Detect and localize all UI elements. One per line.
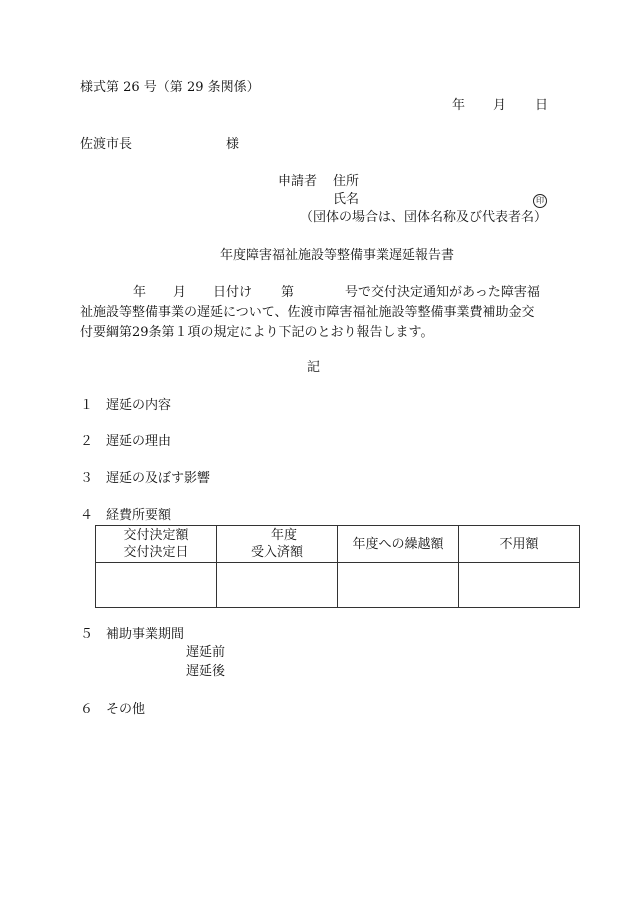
seal-mark: 印 [533,194,547,208]
item-1-number: １ [80,398,94,413]
cell-carryover [338,563,459,608]
applicant-note: （団体の場合は、団体名称及び代表者名） [300,210,548,225]
body-number-prefix: 第 [281,285,295,300]
header-unused: 不用額 [459,526,580,563]
body-line-3: 付要綱第29条第１項の規定により下記のとおり報告します。 [80,325,434,340]
addressee-name: 佐渡市長 [80,137,133,152]
cost-table-entry-row [96,563,580,608]
address-label: 住所 [333,174,360,189]
header-received-amount: 受入済額 [250,545,303,560]
document-title: 年度障害福祉施設等整備事業遅延報告書 [220,248,455,263]
form-number: 様式第 26 号（第 29 条関係） [80,80,260,95]
item-2-number: ２ [80,434,94,449]
item-5-label: 補助事業期間 [106,627,185,642]
body-month: 月 [173,285,187,300]
item-4-label: 経費所要額 [106,508,172,523]
item-3-label: 遅延の及ぼす影響 [106,471,211,486]
ki-heading: 記 [307,360,321,375]
body-line1-tail: 号で交付決定通知があった障害福 [345,285,540,300]
item-5-number: ５ [80,627,94,642]
cell-unused [459,563,580,608]
body-date-suffix: 日付け [213,285,253,300]
cell-grant-decision [96,563,217,608]
name-label: 氏名 [333,192,360,207]
item-1-label: 遅延の内容 [106,398,172,413]
header-carryover: 年度への繰越額 [338,526,459,563]
cell-received [217,563,338,608]
body-year: 年 [133,285,147,300]
item-6-label: その他 [106,702,146,717]
item-6-number: ６ [80,702,94,717]
header-grant-amount: 交付決定額 [123,528,189,543]
item-5-before: 遅延前 [186,645,226,660]
cost-table [95,525,580,608]
header-grant-date: 交付決定日 [123,545,189,560]
header-grant-decision [96,526,217,563]
body-line-2: 祉施設等整備事業の遅延について、佐渡市障害福祉施設等整備事業費補助金交 [80,305,535,320]
date-month: 月 [493,98,507,113]
addressee-honorific: 様 [226,137,240,152]
item-4-number: ４ [80,508,94,523]
date-year: 年 [452,98,466,113]
item-2-label: 遅延の理由 [106,434,172,449]
item-3-number: ３ [80,471,94,486]
cost-table-header-row [96,526,580,563]
applicant-label: 申請者 [278,174,318,189]
header-received [217,526,338,563]
item-5-after: 遅延後 [186,664,226,679]
date-day: 日 [535,98,549,113]
header-fiscal-year: 年度 [270,528,297,543]
